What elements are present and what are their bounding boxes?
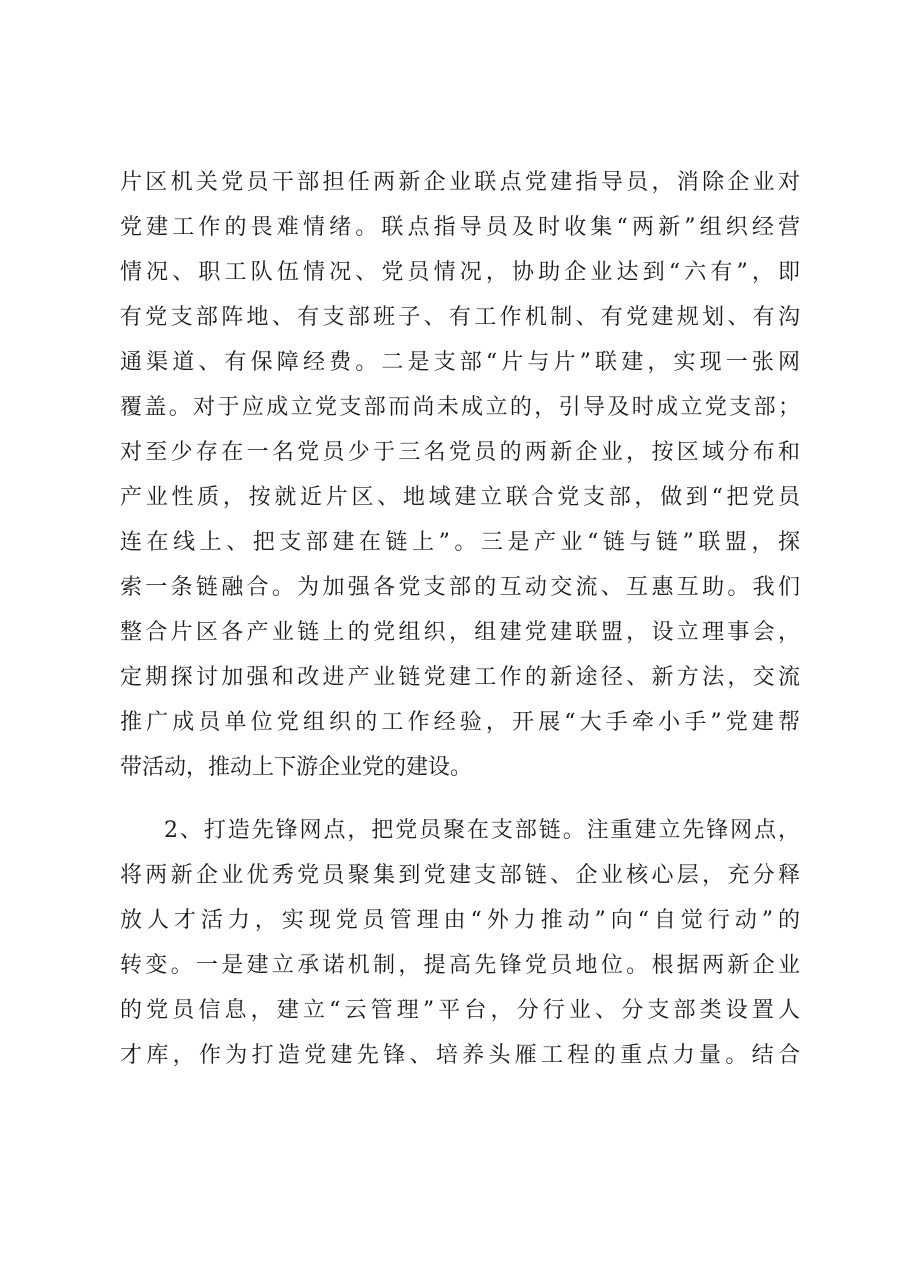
paragraph-2-line-1: 2、打造先锋网点，把党员聚在支部链。注重建立先锋网点，: [164, 818, 800, 843]
paragraph-2-line-3: 放人才活力，实现党员管理由“外力推动”向“自觉行动”的: [120, 908, 800, 933]
paragraph-2-line-2: 将两新企业优秀党员聚集到党建支部链、企业核心层，充分释: [120, 863, 800, 888]
paragraph-2-line-5: 的党员信息，建立“云管理”平台，分行业、分支部类设置人: [120, 998, 800, 1023]
paragraph-1-line-11: 整合片区各产业链上的党组织，组建党建联盟，设立理事会，: [120, 620, 800, 645]
paragraph-1-line-13: 推广成员单位党组织的工作经验，开展“大手牵小手”党建帮: [120, 710, 800, 735]
paragraph-1-line-10: 索一条链融合。为加强各党支部的互动交流、互惠互助。我们: [120, 575, 800, 600]
paragraph-1-line-4: 有党支部阵地、有支部班子、有工作机制、有党建规划、有沟: [120, 305, 800, 330]
paragraph-1-line-9: 连在线上、把支部建在链上”。三是产业“链与链”联盟，探: [120, 530, 800, 555]
paragraph-1-line-3: 情况、职工队伍情况、党员情况，协助企业达到“六有”，即: [120, 260, 800, 285]
paragraph-1-line-8: 产业性质，按就近片区、地域建立联合党支部，做到“把党员: [120, 485, 800, 510]
paragraph-2-line-4: 转变。一是建立承诺机制，提高先锋党员地位。根据两新企业: [120, 953, 800, 978]
paragraph-1-line-14: 带活动，推动上下游企业党的建设。: [120, 755, 473, 780]
paragraph-1-line-12: 定期探讨加强和改进产业链党建工作的新途径、新方法，交流: [120, 665, 800, 690]
paragraph-1-line-5: 通渠道、有保障经费。二是支部“片与片”联建，实现一张网: [120, 350, 800, 375]
paragraph-1-line-6: 覆盖。对于应成立党支部而尚未成立的，引导及时成立党支部；: [120, 395, 800, 420]
paragraph-2-line-6: 才库，作为打造党建先锋、培养头雁工程的重点力量。结合: [120, 1043, 800, 1068]
paragraph-1-line-2: 党建工作的畏难情绪。联点指导员及时收集“两新”组织经营: [120, 215, 800, 240]
paragraph-1-line-7: 对至少存在一名党员少于三名党员的两新企业，按区域分布和: [120, 440, 800, 465]
paragraph-1-line-1: 片区机关党员干部担任两新企业联点党建指导员，消除企业对: [120, 170, 800, 195]
